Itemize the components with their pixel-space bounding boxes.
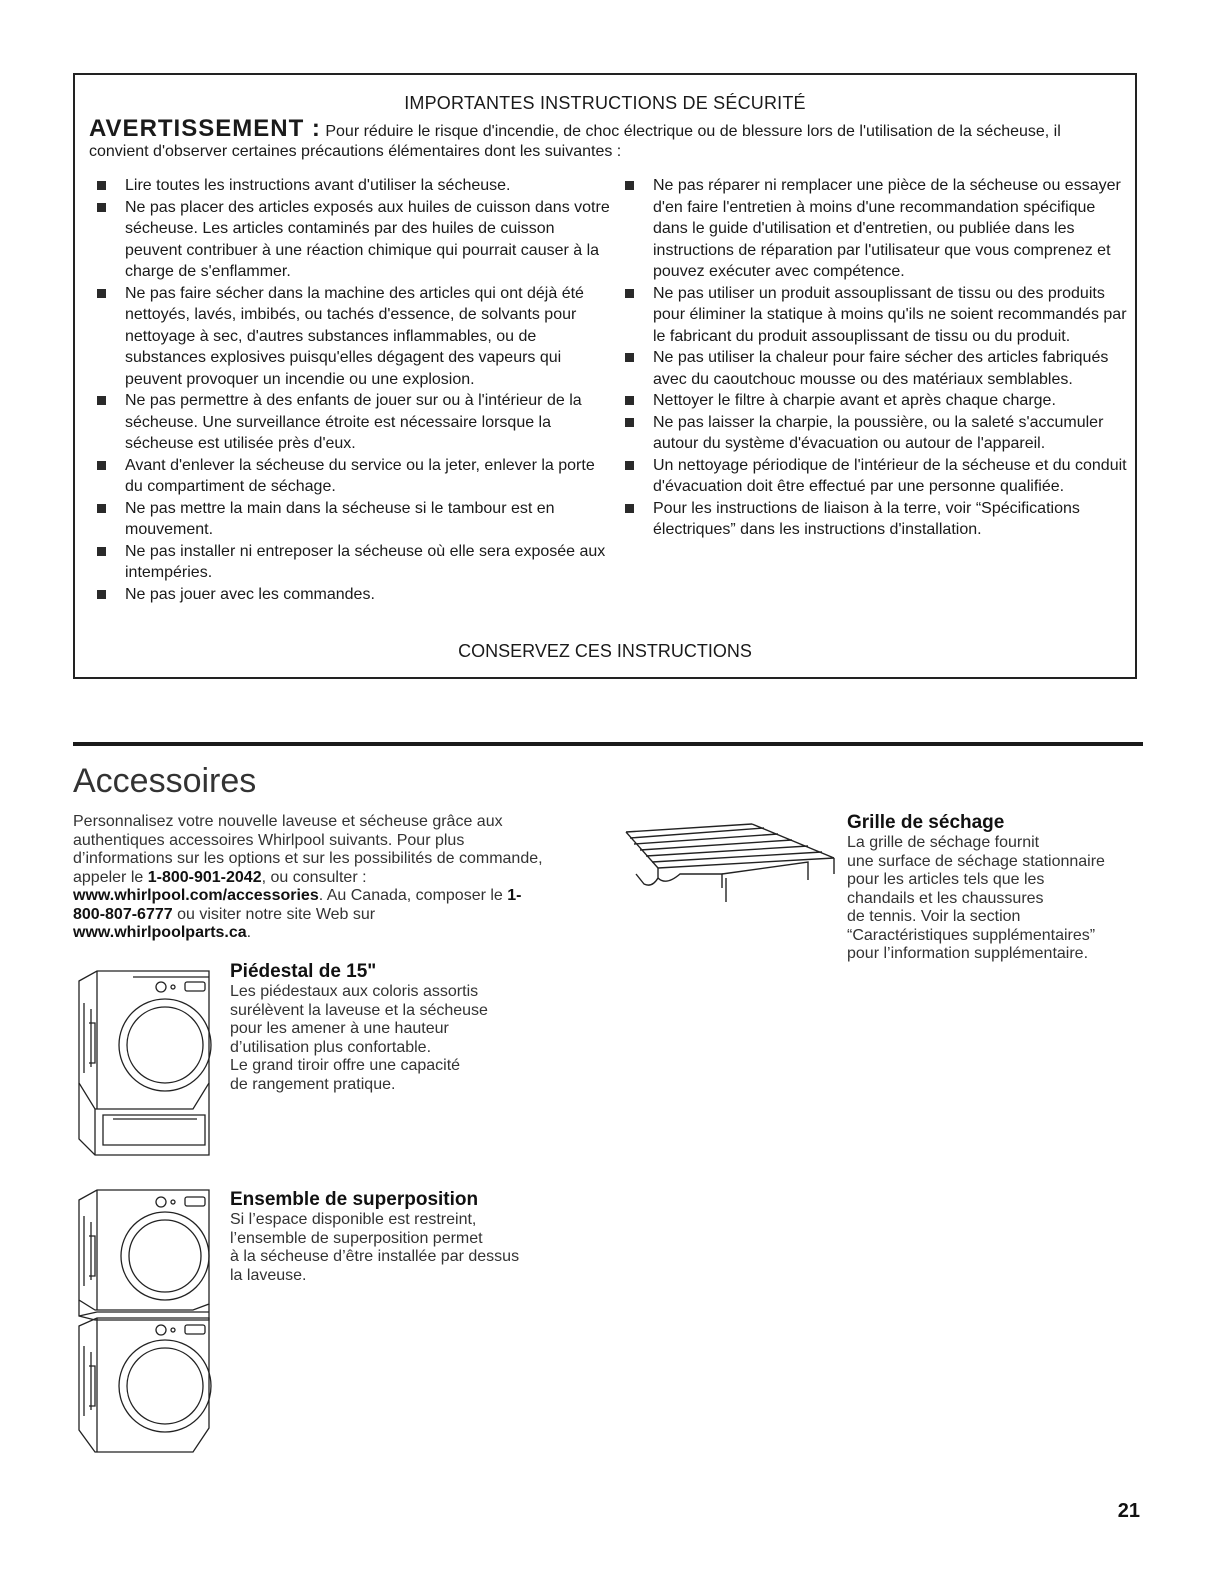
list-item <box>95 390 610 455</box>
list-item <box>95 283 610 391</box>
pedestal-line: de rangement pratique. <box>230 1075 396 1093</box>
list-item-text: Ne pas installer ni entreposer la sécheuse où elle sera exposée aux intempéries. <box>125 542 606 581</box>
list-item <box>623 412 1133 455</box>
drying-rack-line: pour l’information supplémentaire. <box>847 945 1089 962</box>
intro-text: . <box>246 924 252 941</box>
section-divider <box>73 742 1143 746</box>
list-item <box>623 455 1133 498</box>
bullet-icon <box>625 353 634 362</box>
save-instructions-footer: CONSERVEZ CES INSTRUCTIONS <box>458 641 752 661</box>
bullet-icon <box>625 418 634 427</box>
page-number: 21 <box>1117 1500 1140 1522</box>
stack-kit-title: Ensemble de superposition <box>230 1189 479 1210</box>
safety-heading: IMPORTANTES INSTRUCTIONS DE SÉCURITÉ <box>404 93 806 113</box>
bullet-icon <box>97 203 106 212</box>
bullet-icon <box>625 461 634 470</box>
phone-ca: 1-800-807-6777 <box>73 887 522 923</box>
list-item <box>623 283 1133 348</box>
pedestal-illustration <box>73 963 223 1163</box>
drying-rack-line: pour les articles tels que les <box>847 871 1045 888</box>
accessories-title: Accessoires <box>73 762 257 800</box>
phone-us: 1-800-901-2042 <box>147 868 262 886</box>
drying-rack-line: La grille de séchage fournit <box>847 834 1040 851</box>
stack-kit-line: l’ensemble de superposition permet <box>230 1229 483 1247</box>
list-item-text: Ne pas utiliser un produit assouplissant de tissu ou des produits pour éliminer la statique à moins qu'ils ne soient recommandés par le fabricant du produit assouplissant de tissu ou du produit. <box>653 284 1127 345</box>
bullet-icon <box>625 289 634 298</box>
list-item <box>623 175 1133 283</box>
bullet-icon <box>97 289 106 298</box>
list-item <box>95 498 610 541</box>
bullet-icon <box>97 396 106 405</box>
drying-rack-block <box>847 812 1147 964</box>
drying-rack-line: chandails et les chaussures <box>847 889 1044 907</box>
list-item-text: Un nettoyage périodique de l'intérieur de la sécheuse et du conduit d'évacuation doit être effectué par une personne qualifiée. <box>653 456 1127 495</box>
list-item-text: Ne pas mettre la main dans la sécheuse si le tambour est en mouvement. <box>125 499 555 538</box>
drying-rack-line: de tennis. Voir la section <box>847 908 1021 925</box>
pedestal-title: Piédestal de 15" <box>230 961 377 982</box>
intro-text: Personnalisez votre nouvelle laveuse et sécheuse grâce aux authentiques accessoires Whirlpool suivants. Pour plus d’informations sur les options et sur les possibilités de commande, appeler le <box>73 813 543 886</box>
intro-text: . Au Canada, composer le <box>318 887 508 904</box>
safety-instructions-box <box>73 73 1137 679</box>
bullet-icon <box>97 181 106 190</box>
pedestal-line: pour les amener à une hauteur <box>230 1020 449 1037</box>
list-item <box>95 197 610 283</box>
list-item-text: Ne pas laisser la charpie, la poussière, ou la saleté s'accumuler autour du système d'évacuation ou autour de l'appareil. <box>653 413 1104 452</box>
url-ca-link[interactable]: www.whirlpoolparts.ca <box>73 924 247 941</box>
list-item-text: Ne pas faire sécher dans la machine des articles qui ont déjà été nettoyés, lavés, imbibés, ou tachés d'essence, de solvants pour nettoyage à sec, d'autres substances inflammables, ou de substances explosives puisqu'elles dégagent des vapeurs qui peuvent provoquer un incendie ou une explosion. <box>125 284 584 388</box>
stack-kit-line: à la sécheuse d’être installée par dessus <box>230 1248 520 1265</box>
safety-list-left <box>95 175 610 605</box>
list-item-text: Ne pas permettre à des enfants de jouer sur ou à l'intérieur de la sécheuse. Une surveillance étroite est nécessaire lorsque la sécheuse est utilisée près d'eux. <box>125 392 582 452</box>
drying-rack-illustration <box>622 818 842 913</box>
list-item-text: Ne pas placer des articles exposés aux huiles de cuisson dans votre sécheuse. Les articles contaminés par des huiles de cuisson peuvent contribuer à une réaction chimique qui pourrait causer à la charge de s'enflammer. <box>125 198 610 280</box>
list-item-text: Ne pas utiliser la chaleur pour faire sécher des articles fabriqués avec du caoutchouc mousse ou des matériaux semblables. <box>653 349 1109 388</box>
list-item <box>623 347 1133 390</box>
list-item-text: Lire toutes les instructions avant d'utiliser la sécheuse. <box>125 177 511 194</box>
list-item-text: Ne pas jouer avec les commandes. <box>125 585 375 603</box>
pedestal-line: Le grand tiroir offre une capacité <box>230 1057 461 1074</box>
bullet-icon <box>97 504 106 513</box>
bullet-icon <box>97 590 106 599</box>
bullet-icon <box>625 181 634 190</box>
bullet-icon <box>625 396 634 405</box>
pedestal-line: Les piédestaux aux coloris assortis <box>230 983 479 1000</box>
list-item <box>95 455 610 498</box>
list-item <box>623 390 1133 412</box>
drying-rack-title: Grille de séchage <box>847 812 1005 833</box>
list-item-text: Nettoyer le filtre à charpie avant et après chaque charge. <box>653 392 1056 409</box>
warning-label: AVERTISSEMENT : <box>89 115 321 142</box>
stack-kit-illustration <box>73 1186 223 1458</box>
safety-list-right <box>623 175 1133 541</box>
bullet-icon <box>97 547 106 556</box>
list-item <box>95 541 610 584</box>
pedestal-line: d’utilisation plus confortable. <box>230 1038 432 1056</box>
stack-kit-block <box>230 1189 560 1285</box>
intro-text: ou visiter notre site Web sur <box>172 905 376 923</box>
pedestal-block <box>230 961 560 1094</box>
bullet-icon <box>625 504 634 513</box>
pedestal-line: surélèvent la laveuse et la sécheuse <box>230 1001 488 1019</box>
drying-rack-line: “Caractéristiques supplémentaires” <box>847 926 1096 944</box>
drying-rack-line: une surface de séchage stationnaire <box>847 852 1105 870</box>
accessories-intro <box>73 813 553 943</box>
list-item-text: Ne pas réparer ni remplacer une pièce de la sécheuse ou essayer d'en faire l'entretien à moins d'une recommandation spécifique dans le guide d'utilisation et d'entretien, ou publiée dans les instructions de réparation par l'utilisateur que vous comprenez et pouvez exécuter avec compétence. <box>653 177 1121 280</box>
url-us-link[interactable]: www.whirlpool.com/accessories <box>73 887 319 904</box>
stack-kit-line: Si l’espace disponible est restreint, <box>230 1211 477 1228</box>
stack-kit-line: la laveuse. <box>230 1266 307 1284</box>
list-item <box>623 498 1133 541</box>
list-item <box>95 175 610 197</box>
list-item-text: Pour les instructions de liaison à la terre, voir “Spécifications électriques” dans les instructions d'installation. <box>653 499 1080 538</box>
intro-text: , ou consulter : <box>261 868 367 886</box>
warning-paragraph <box>89 115 1115 162</box>
list-item-text: Avant d'enlever la sécheuse du service ou la jeter, enlever la porte du compartiment de séchage. <box>125 456 595 495</box>
warning-text: Pour réduire le risque d'incendie, de choc électrique ou de blessure lors de l'utilisation de la sécheuse, il convient d'observer certaines précautions élémentaires dont les suivantes : <box>89 123 1061 160</box>
list-item <box>95 584 610 606</box>
bullet-icon <box>97 461 106 470</box>
